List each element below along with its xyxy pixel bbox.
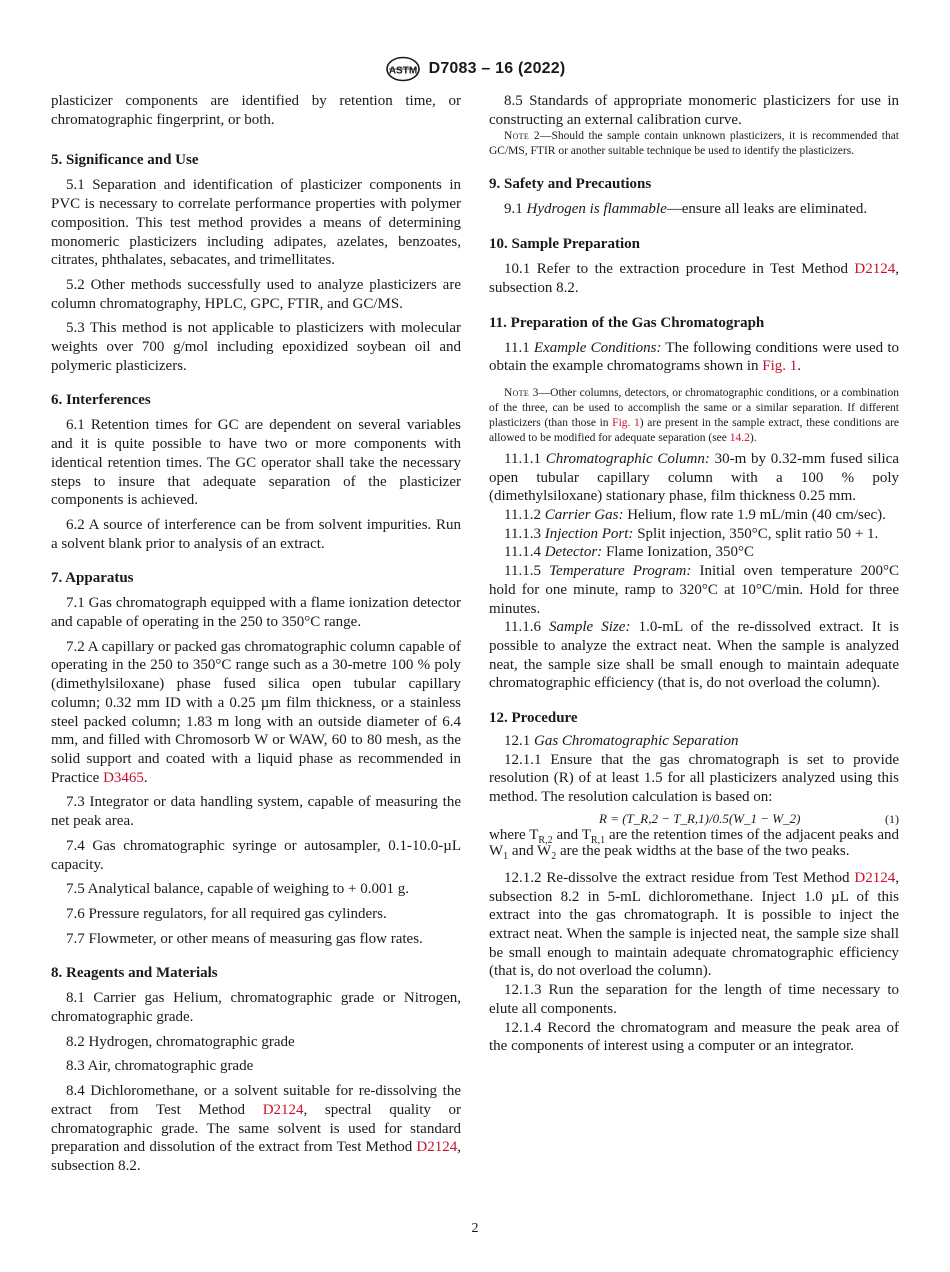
- para-8-2: 8.2 Hydrogen, chromatographic grade: [66, 1033, 295, 1050]
- section-10-heading: 10. Sample Preparation: [489, 236, 640, 253]
- item-11-1-2: 11.1.2 Carrier Gas: Helium, flow rate 1.9 mL/min (40 cm/sec).: [504, 507, 886, 524]
- link-d3465[interactable]: D3465: [103, 769, 144, 786]
- note-3: Note 3—Other columns, detectors, or chromatographic conditions, or a combination of the three, can be used to accomplish the same or a similar separation. If different plasticizers (than those in Fig. 1) are present in the sample extract, these conditions are allowed to be modified for adequate separation (see 14.2).: [489, 386, 900, 444]
- para-8-1: 8.1 Carrier gas Helium, chromatographic grade or Nitrogen, chromatographic grade.: [51, 990, 461, 1026]
- page-header: [0, 56, 950, 82]
- para-8-3: 8.3 Air, chromatographic grade: [66, 1058, 254, 1075]
- para-5-1: 5.1 Separation and identification of plasticizer components in PVC is necessary to correlate performance properties with polymer composition. This test method provides a means of determining monomeric plasticizers including adipates, azelates, benzoates, citrates, phthalates, sebacates, and trimellitates.: [51, 177, 461, 269]
- astm-logo-icon: [385, 56, 421, 82]
- para-7-7: 7.7 Flowmeter, or other means of measuring gas flow rates.: [66, 930, 423, 947]
- section-12-heading: 12. Procedure: [489, 710, 578, 727]
- item-12-1-4: 12.1.4 Record the chromatogram and measure the peak area of the components of interest using a computer or an integrator.: [489, 1019, 899, 1055]
- para-8-4: 8.4 Dichloromethane, or a solvent suitable for re-dissolving the extract from Test Method D2124, spectral quality or chromatographic grade. The same solvent is used for standard preparation and dissolution of the extract from Test Method D2124, subsection 8.2.: [51, 1083, 461, 1174]
- section-7-heading: 7. Apparatus: [51, 570, 134, 587]
- section-11-heading: 11. Preparation of the Gas Chromatograph: [489, 314, 765, 331]
- equation-number: (1): [885, 811, 899, 826]
- item-12-1-1: 12.1.1 Ensure that the gas chromatograph is set to provide resolution (R) of at least 1.5 for all plasticizers analyzed using this method. The resolution calculation is based on:: [489, 751, 899, 806]
- right-column: [489, 92, 899, 1056]
- left-column: [51, 92, 461, 1182]
- item-12-1: 12.1 Gas Chromatographic Separation: [504, 733, 739, 750]
- link-fig-1[interactable]: Fig. 1: [762, 358, 798, 375]
- item-12-1-2: 12.1.2 Re-dissolve the extract residue from Test Method D2124, subsection 8.2 in 5-mL dichloromethane. Inject 1.0 µL of this extract into the gas chromatograph. It is possible to inject the extract neat. When the sample is injected neat, the sample size shall be small enough to maintain adequate chromatographic efficiency (that is, do not overload the column).: [489, 869, 899, 980]
- link-d2124[interactable]: D2124: [854, 261, 896, 278]
- equation-1: [489, 811, 899, 827]
- section-9-heading: 9. Safety and Precautions: [489, 176, 652, 193]
- para-8-5: 8.5 Standards of appropriate monomeric plasticizers for use in constructing an external calibration curve.: [489, 93, 899, 128]
- item-11-1-4: 11.1.4 Detector: Flame Ionization, 350°C: [504, 544, 754, 561]
- item-11-1-6: 11.1.6 Sample Size: 1.0-mL of the re-dissolved extract. It is possible to analyze the extract neat. When the sample is analyzed neat, the sample size shall be small enough to maintain adequate chromatographic efficiency (that is, do not overload the column).: [489, 619, 899, 692]
- section-5-heading: 5. Significance and Use: [51, 152, 199, 169]
- para-9-1: 9.1 Hydrogen is flammable—ensure all leaks are eliminated.: [504, 201, 868, 218]
- para-5-3: 5.3 This method is not applicable to plasticizers with molecular weights over 700 g/mol including epoxidized soybean oil and polymeric plasticizers.: [51, 320, 461, 374]
- para-7-4: 7.4 Gas chromatographic syringe or autosampler, 0.1-10.0-µL capacity.: [51, 837, 461, 873]
- link-d2124[interactable]: D2124: [416, 1139, 458, 1156]
- para-5-2: 5.2 Other methods successfully used to analyze plasticizers are column chromatography, HPLC, GPC, FTIR, and GC/MS.: [51, 276, 461, 312]
- para-7-6: 7.6 Pressure regulators, for all required gas cylinders.: [66, 905, 387, 922]
- para-6-2: 6.2 A source of interference can be from solvent impurities. Run a solvent blank prior to analysis of an extract.: [51, 516, 461, 552]
- link-14-2[interactable]: 14.2: [729, 431, 750, 444]
- svg-text:ASTM: ASTM: [388, 65, 417, 77]
- note-2: Note 2—Should the sample contain unknown plasticizers, it is recommended that GC/MS, FTIR or another suitable technique be used to identify the plasticizers.: [489, 130, 900, 158]
- item-11-1-5: 11.1.5 Temperature Program: Initial oven temperature 200°C hold for one minute, ramp to 320°C at 10°C/min. Hold for three minutes.: [489, 563, 899, 617]
- link-fig-1[interactable]: Fig. 1: [612, 416, 640, 429]
- section-6-heading: 6. Interferences: [51, 392, 151, 409]
- item-12-1-3: 12.1.3 Run the separation for the length of time necessary to elute all components.: [489, 982, 899, 1017]
- para-7-1: 7.1 Gas chromatograph equipped with a flame ionization detector and capable of operating in the 250 to 350°C range.: [51, 595, 461, 631]
- intro-paragraph: plasticizer components are identified by retention time, or chromatographic fingerprint, or both.: [51, 93, 461, 128]
- item-11-1-1: 11.1.1 Chromatographic Column: 30-m by 0.32-mm fused silica open tubular capillary column with a 100 % poly (dimethylsiloxane) stationary phase, film thickness 0.25 mm.: [489, 450, 899, 505]
- para-6-1: 6.1 Retention times for GC are dependent on several variables and it is quite possible to have two or more components with identical retention times. The GC operator shall take the necessary steps to insure that adequate separation of the plasticizer components is achieved.: [51, 417, 461, 509]
- document-id: D7083 – 16 (2022): [428, 60, 566, 77]
- para-7-2: 7.2 A capillary or packed gas chromatographic column capable of operating in the 250 to 350°C range such as a 30-metre 100 % poly (dimethylsiloxane) phase fused silica open tubular capillary column; 0.32 mm ID with a 0.25 µm film thickness, or a stainless steel packed column; 1.83 m long with an outside diameter of 6.4 mm, and filled with Chromosorb W or WAW, 60 to 80 mesh, as the solid support and coated with a liquid phase as recommended in Practice D3465.: [51, 638, 461, 786]
- where-clause: where $T_{R,2}$ and $T_{R,1}$ are the retention times of the adjacent peaks and $W_1$ and $W_2$ are the peak widths at the base of the two peaks.: [489, 826, 899, 862]
- item-11-1-3: 11.1.3 Injection Port: Split injection, 350°C, split ratio 50 + 1.: [504, 525, 879, 542]
- link-d2124[interactable]: D2124: [854, 869, 896, 886]
- section-8-heading: 8. Reagents and Materials: [51, 965, 218, 982]
- para-7-5: 7.5 Analytical balance, capable of weighing to + 0.001 g.: [66, 881, 409, 898]
- para-7-3: 7.3 Integrator or data handling system, capable of measuring the net peak area.: [51, 794, 461, 830]
- equation-text: R = (T_R,2 − T_R,1)/0.5(W_1 − W_2): [599, 810, 801, 826]
- page-number: 2: [471, 1221, 479, 1236]
- para-11-1: 11.1 Example Conditions: The following conditions were used to obtain the example chromatograms shown in Fig. 1.: [489, 339, 899, 375]
- link-d2124[interactable]: D2124: [262, 1101, 304, 1118]
- para-10-1: 10.1 Refer to the extraction procedure in Test Method D2124, subsection 8.2.: [489, 261, 899, 296]
